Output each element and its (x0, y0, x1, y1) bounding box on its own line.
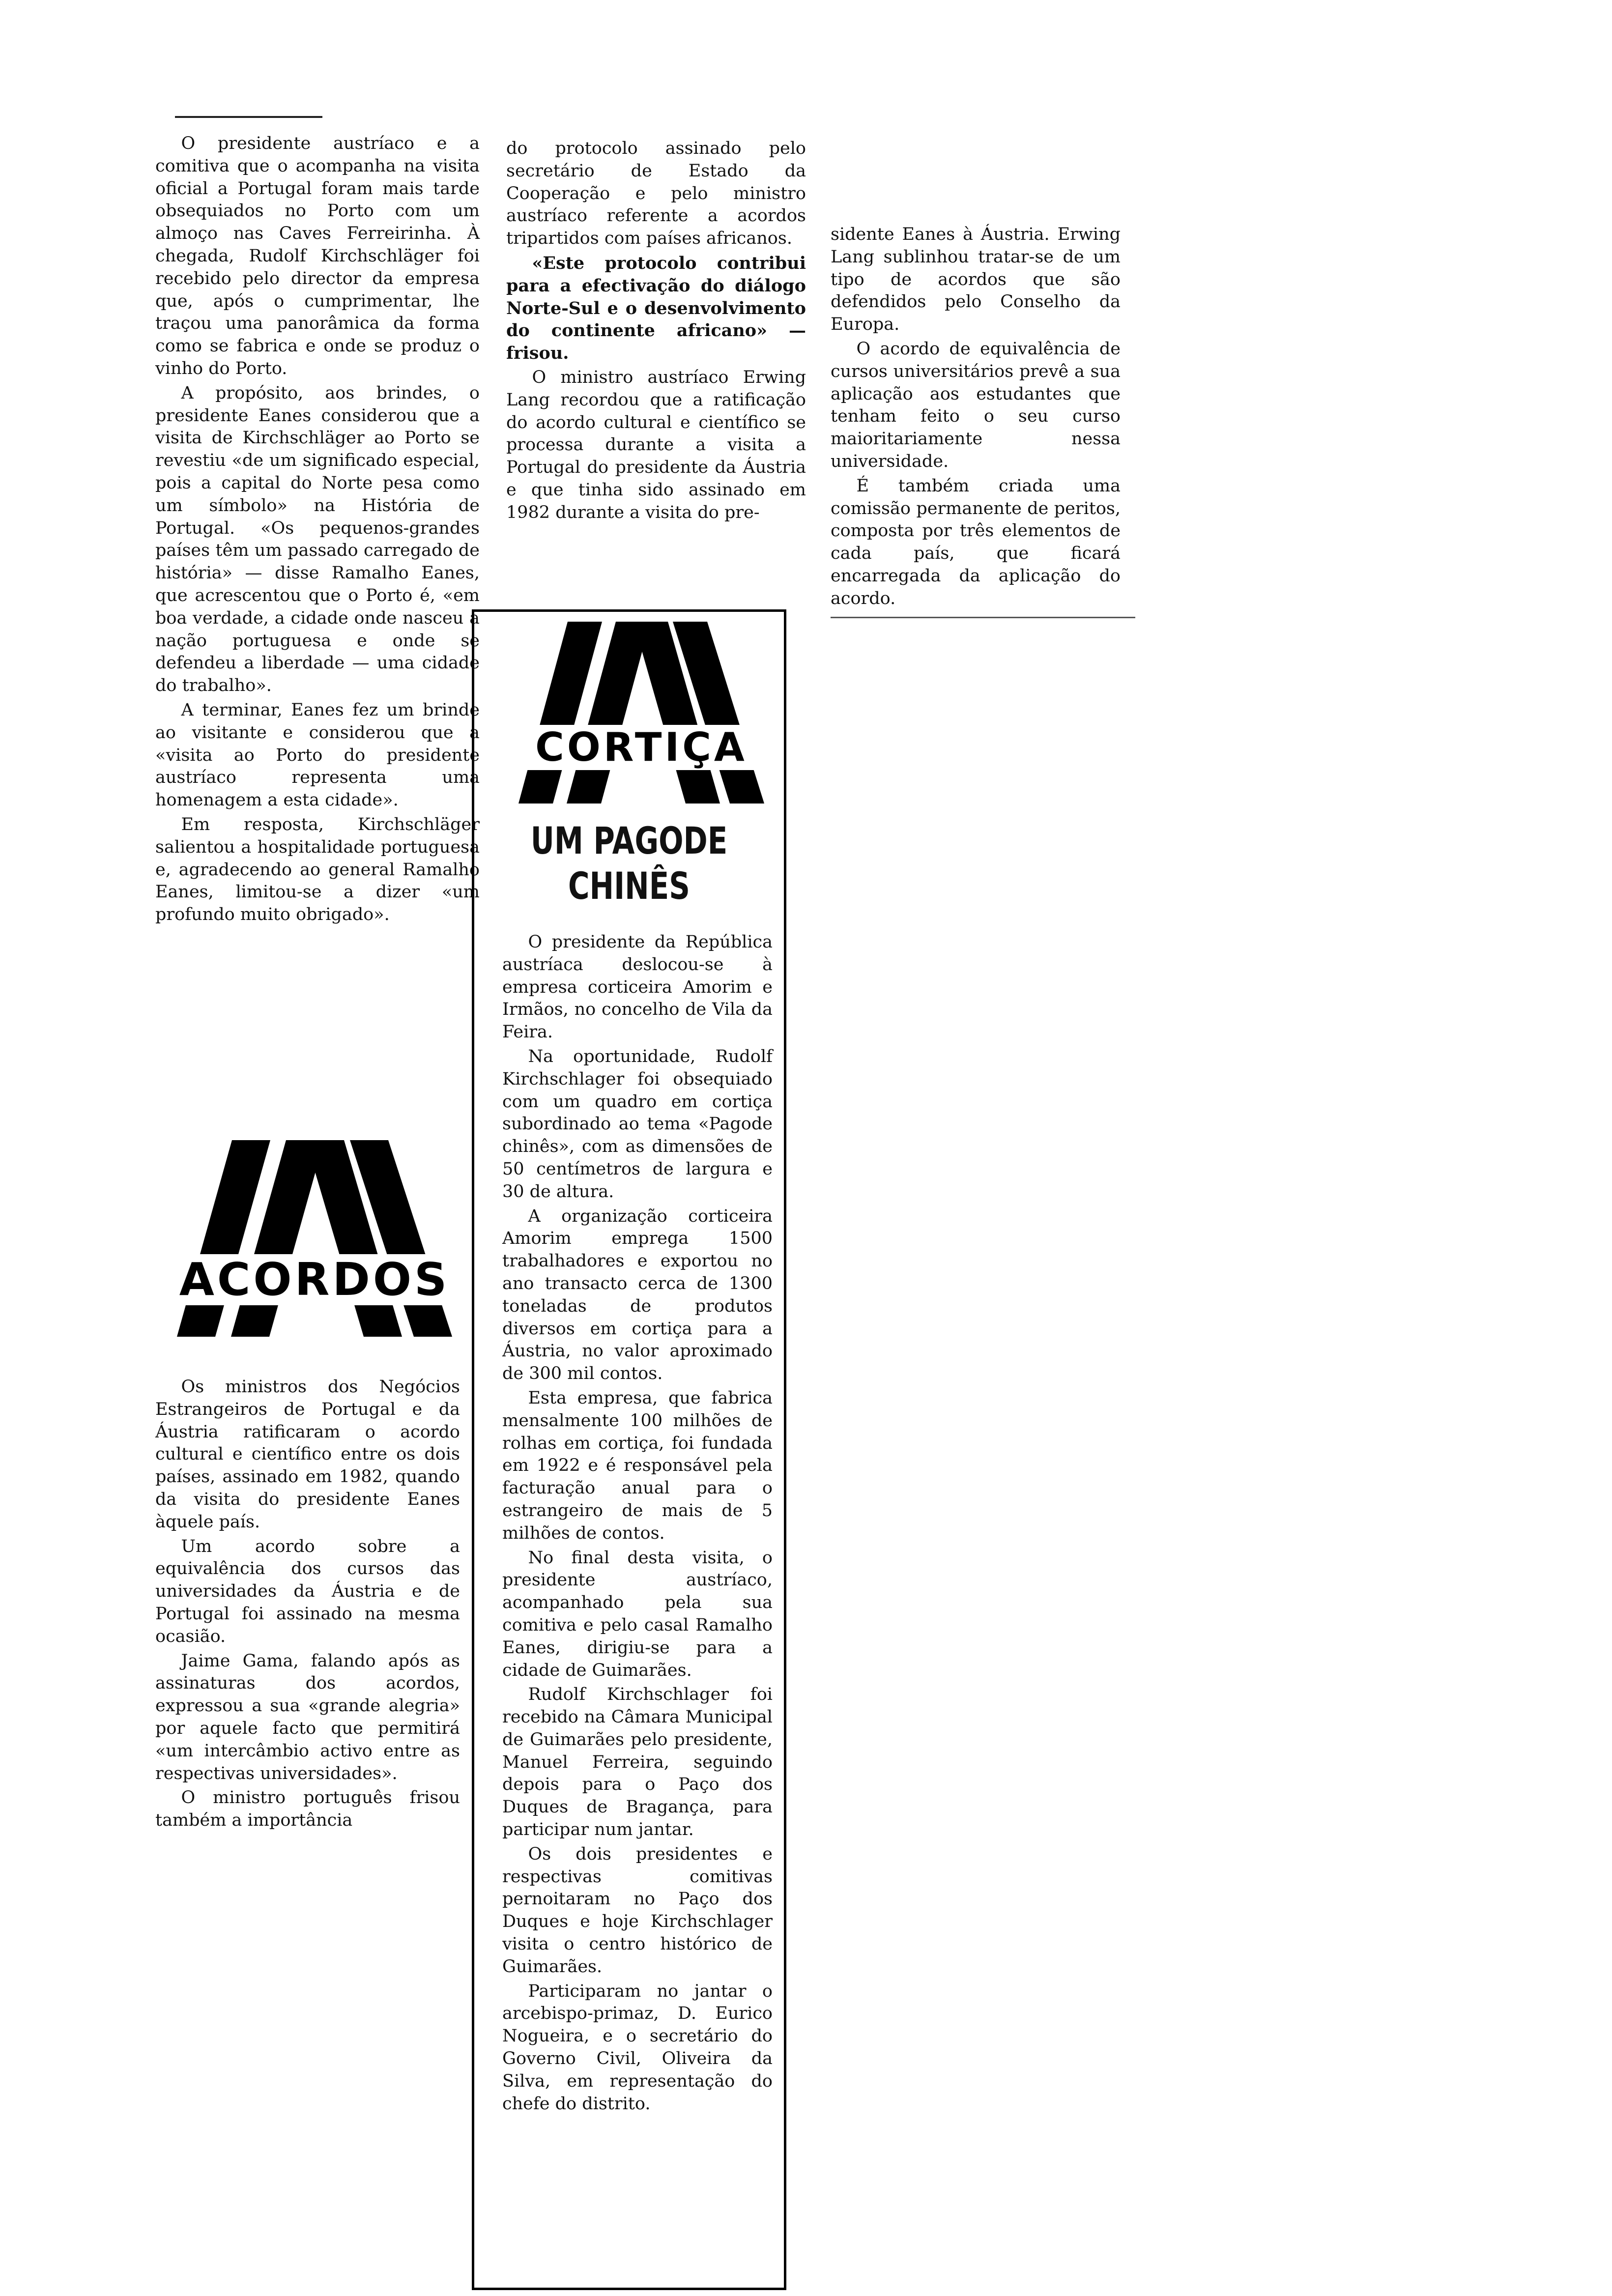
acordos-logo (177, 1140, 452, 1347)
article-column-2 (506, 138, 806, 524)
paragraph: A terminar, Eanes fez um brinde ao visitante e considerou que a «visita ao Porto do presidente austríaco representa uma homenagem a esta cidade». (155, 700, 480, 810)
acordos-article (155, 1376, 460, 1832)
paragraph: O ministro português frisou também a importância (155, 1788, 460, 1831)
paragraph: Jaime Gama, falando após as assinaturas dos acordos, expressou a sua «grande alegria» por aquele facto que permitirá «um intercâmbio activo entre as respectivas universidades». (155, 1651, 460, 1783)
cortica-logo (518, 622, 764, 813)
paragraph: O acordo de equivalência de cursos universitários prevê a sua aplicação aos estudantes que tenham feito o seu curso maioritariamente nessa universidade. (831, 339, 1121, 471)
paragraph: Rudolf Kirchschlager foi recebido na Câmara Municipal de Guimarães pelo presidente, Manuel Ferreira, seguindo depois para o Paço dos Duques de Bragança, para participar num jantar. (502, 1685, 773, 1840)
paragraph: É também criada uma comissão permanente de peritos, composta por três elementos de cada país, que ficará encarregada da aplicação do acordo. (831, 476, 1121, 608)
paragraph: Um acordo sobre a equivalência dos cursos das universidades da Áustria e de Portugal foi assinado na mesma ocasião. (155, 1536, 460, 1646)
article-column-1 (155, 133, 480, 926)
paragraph: Em resposta, Kirchschläger salientou a hospitalidade portuguesa e, agradecendo ao general Ramalho Eanes, limitou-se a dizer «um profundo muito obrigado». (155, 814, 480, 925)
paragraph: O presidente da República austríaca deslocou-se à empresa corticeira Amorim e Irmãos, no concelho de Vila da Feira. (502, 932, 773, 1042)
scan-mark (175, 116, 322, 118)
cortica-logo-word: CORTIÇA (518, 725, 764, 770)
stripes-logo-graphic (518, 622, 764, 813)
box-headline (514, 818, 744, 909)
paragraph: «Este protocolo contribui para a efectivação do diálogo Norte-Sul e o desenvolvimento do continente africano» — frisou. (506, 253, 806, 364)
paragraph: Participaram no jantar o arcebispo-primaz, D. Eurico Nogueira, e o secretário do Governo Civil, Oliveira da Silva, em representação do chefe do distrito. (502, 1981, 773, 2114)
paragraph: No final desta visita, o presidente austríaco, acompanhado pela sua comitiva e pelo casal Ramalho Eanes, dirigiu-se para a cidade de Guimarães. (502, 1548, 773, 1680)
paragraph: Na oportunidade, Rudolf Kirchschlager foi obsequiado com um quadro em cortiça subordinado ao tema «Pagode chinês», com as dimensões de 50 centímetros de largura e 30 de altura. (502, 1046, 773, 1202)
article-column-3 (831, 224, 1121, 610)
paragraph: A organização corticeira Amorim emprega 1500 trabalhadores e exportou no ano transacto cerca de 1300 toneladas de produtos diversos em cortiça para a Áustria, no valor aproximado de 300 mil contos. (502, 1206, 773, 1384)
paragraph: Esta empresa, que fabrica mensalmente 100 milhões de rolhas em cortiça, foi fundada em 1922 e é responsável pela facturação anual para o estrangeiro de mais de 5 milhões de contos. (502, 1388, 773, 1543)
stripes-logo-graphic (177, 1140, 452, 1347)
cortica-article-text (502, 931, 773, 2115)
paragraph: Os ministros dos Negócios Estrangeiros de Portugal e da Áustria ratificaram o acordo cultural e científico entre os dois países, assinado em 1982, quando da visita do presidente Eanes àquele país. (155, 1377, 460, 1532)
paragraph: Os dois presidentes e respectivas comitivas pernoitaram no Paço dos Duques e hoje Kirchschlager visita o centro histórico de Guimarães. (502, 1844, 773, 1977)
headline-line-1: UM PAGODE (530, 819, 728, 862)
paragraph: O presidente austríaco e a comitiva que o acompanha na visita oficial a Portugal foram mais tarde obsequiados no Porto com um almoço nas Caves Ferreirinha. À chegada, Rudolf Kirchschläger foi recebido pelo director da empresa que, após o cumprimentar, lhe traçou uma panorâmica da forma como se fabrica e onde se produz o vinho do Porto. (155, 134, 480, 378)
paragraph: sidente Eanes à Áustria. Erwing Lang sublinhou tratar-se de um tipo de acordos que são defendidos pelo Conselho da Europa. (831, 225, 1121, 335)
headline-line-2: CHINÊS (568, 864, 690, 908)
acordos-logo-word: ACORDOS (177, 1254, 452, 1305)
scan-mark (831, 617, 1135, 618)
paragraph: A propósito, aos brindes, o presidente Eanes considerou que a visita de Kirchschläger ao Porto se revestiu «de um significado especial, pois a capital do Norte pesa como um símbolo» na História de Portugal. «Os pequenos-grandes países têm um passado carregado de história» — disse Ramalho Eanes, que acrescentou que o Porto é, «em boa verdade, a cidade onde nasceu a nação portuguesa e onde se defendeu a liberdade — uma cidade do trabalho». (155, 383, 480, 696)
paragraph: do protocolo assinado pelo secretário de Estado da Cooperação e pelo ministro austríaco referente a acordos tripartidos com países africanos. (506, 139, 806, 249)
paragraph: O ministro austríaco Erwing Lang recordou que a ratificação do acordo cultural e científico se processa durante a visita a Portugal do presidente da Áustria e que tinha sido assinado em 1982 durante a visita do pre- (506, 367, 806, 522)
